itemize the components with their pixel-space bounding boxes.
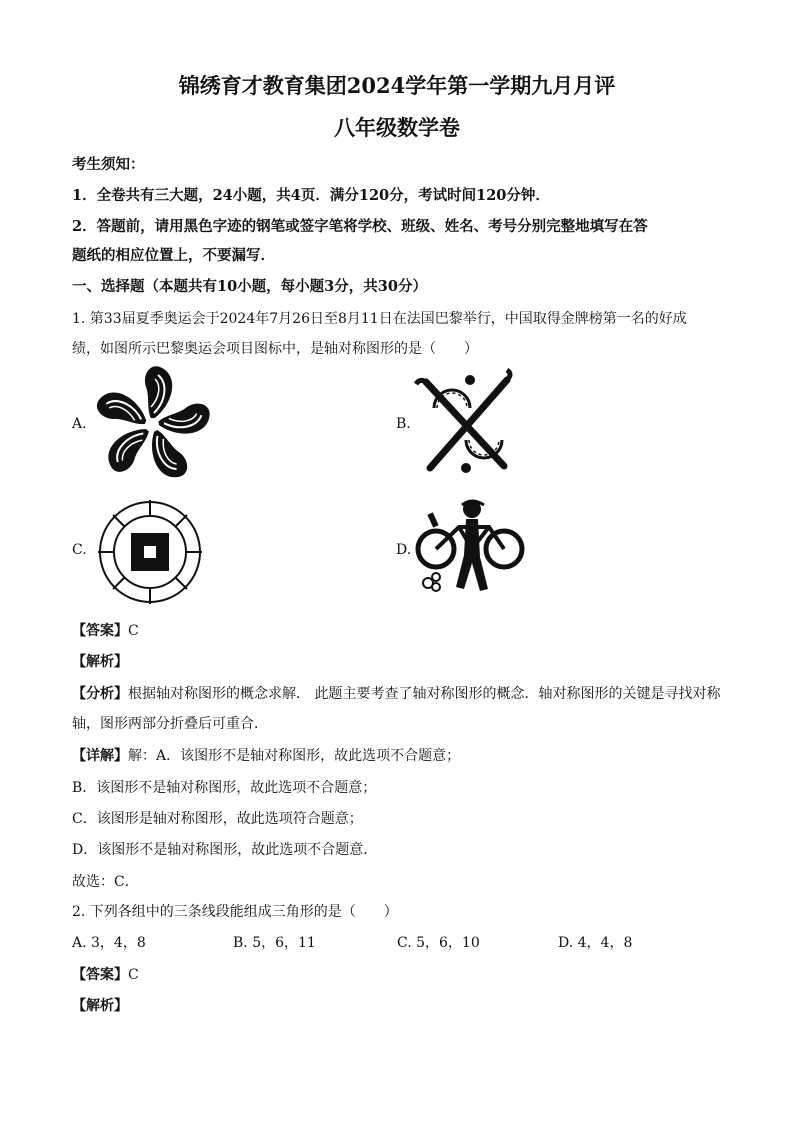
fenxi-text-1: 根据轴对称图形的概念求解． 此题主要考查了轴对称图形的概念．轴对称图形的关键是寻找对称 <box>128 686 721 702</box>
answer-tag: 【答案】 <box>72 623 128 639</box>
exam-title: 锦绣育才教育集团2024学年第一学期九月月评 <box>178 73 616 98</box>
detail-line-1 <box>72 745 732 765</box>
option-d-label: D. <box>396 542 412 558</box>
question-1-line-2: 绩，如图所示巴黎奥运会项目图标中，是轴对称图形的是（ ） <box>72 341 478 357</box>
hockey-sticks-icon <box>412 368 524 480</box>
detail-line-3: C．该图形是轴对称图形，故此选项符合题意； <box>72 811 363 827</box>
question-2-answer <box>72 964 732 984</box>
option-a-label: A. <box>72 416 87 432</box>
detail-text-1: 解：A．该图形不是轴对称图形，故此选项不合题意； <box>128 748 461 764</box>
target-square-icon <box>95 497 205 607</box>
fenxi-tag: 【分析】 <box>72 686 128 702</box>
question-1-answer <box>72 620 732 640</box>
fenxi-line-2: 轴，图形两部分折叠后可重合． <box>72 716 268 732</box>
option-b-label: B. <box>396 416 411 432</box>
question-1-line-1: 1. 第33届夏季奥运会于2024年7月26日至8月11日在法国巴黎举行，中国取得金牌榜第一名的好成 <box>72 311 687 327</box>
answer-tag: 【答案】 <box>72 967 128 983</box>
question-2-choice-b: B. 5，6，11 <box>233 935 316 951</box>
section-heading: 一、选择题（本题共有10小题，每小题3分，共30分） <box>72 278 427 295</box>
cyclist-icon <box>414 497 526 602</box>
flower-spiral-icon <box>92 365 212 485</box>
notice-heading: 考生须知： <box>72 156 145 173</box>
conclusion: 故选：C． <box>72 874 139 890</box>
notice-item-2-line-2: 题纸的相应位置上，不要漏写． <box>72 247 275 264</box>
answer-value: C <box>128 967 139 983</box>
notice-item-1: 1．全卷共有三大题，24小题，共4页．满分120分，考试时间120分钟． <box>72 187 550 204</box>
question-2-choice-a: A. 3，4，8 <box>72 935 146 951</box>
analysis-tag: 【解析】 <box>72 654 128 670</box>
question-2-choice-d: D. 4，4，8 <box>558 935 633 951</box>
detail-line-4: D．该图形不是轴对称图形，故此选项不合题意． <box>72 842 378 858</box>
option-c-label: C. <box>72 542 87 558</box>
analysis-tag: 【解析】 <box>72 998 128 1014</box>
question-2-choice-c: C. 5，6，10 <box>397 935 480 951</box>
exam-subtitle: 八年级数学卷 <box>334 115 460 140</box>
notice-item-2-line-1: 2．答题前，请用黑色字迹的钢笔或签字笔将学校、班级、姓名、考号分别完整地填写在答 <box>72 218 648 235</box>
answer-value: C <box>128 623 139 639</box>
question-2-stem: 2. 下列各组中的三条线段能组成三角形的是（ ） <box>72 904 398 920</box>
detail-line-2: B．该图形不是轴对称图形，故此选项不合题意； <box>72 780 377 796</box>
fenxi-line-1 <box>72 683 732 703</box>
detail-tag: 【详解】 <box>72 748 128 764</box>
